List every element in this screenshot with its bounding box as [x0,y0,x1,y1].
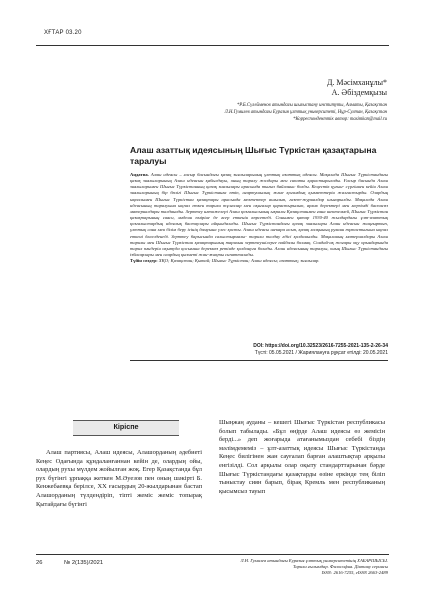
article-title: Алаш азаттық идеясының Шығыс Түркістан қазақтарына таралуы [130,145,377,166]
abstract-line: Зерттеу нәтижелері Алаш қозғалысының ықпалы Қазақстанмен ғана [185,208,327,214]
abstract-line: Шығыс Түркістандағы қазақ зиялылары Алаш идеясын жаңғыртып, [241,221,388,227]
header-divider [36,45,389,46]
body-column-left [36,449,202,509]
body-column-right [219,419,385,496]
abstract-line: мен олардың қызметі жан-жақты сипатталады. [154,252,254,258]
abstract-line: тарихи талдау әдісі қолданылды. Мақаланың материалдары Алаш [249,233,388,239]
affiliation: Л.Н.Гумилев атындағы Еуразия ұлттық университеті, Нұр-Султан, Қазақстан [224,110,387,115]
abstract-line: тарихы мен Шығыс Түркістан қазақтарының тарихын зерттеушілерге [130,239,279,245]
section-divider [130,360,388,361]
author-name: А. Әбіздемқызы [331,88,387,97]
abstract-line: ұлт-азаттық қозғалыстардың идеялық бастаулары айқындалады. [130,215,388,227]
keywords [130,258,388,264]
journal-issn: ISSN: 2616-7255, eISSN 2663-2489 [321,570,388,576]
abstract-line: де әсер еткенін көрсетеді. Сонымен қатар 1930-40 жылдардағы [213,215,361,221]
abstract-line: зиялылары арасында тығыз байланыс болды. Кеңестік қуғын- [218,184,346,190]
doi-link[interactable]: DOI: https://doi.org/10.32523/2616-7255-2021-135-2-26-34 [253,343,388,349]
abstract-line: Алаш идеясының таралуы, оның Шығыс Түркістандағы ізбасарлары [130,245,388,258]
abstract-line: өтіп, ағартушылық және қоғамдық қызметтерін жалғастырды. [229,190,371,196]
abstract-line: пәндерін оқытуда қосымша дереккөз ретінде қолдануға болады. [143,245,275,251]
affiliation-list [225,102,387,123]
abstract-line: таралуына ықпал еткен тарихи тұлғалар мен оқиғалар қарастырылып, [153,202,307,208]
publication-dates: Түсті: 05.05.2021 / Жариялануға рұқсат етілді: 20.05.2021 [254,350,388,356]
abstract-line: ұлттық сана мен білім беру ісінің дамуына үлес қосты. [130,227,244,233]
abstract-line: шектелмей, Шығыс Түркістан қазақтарының саяси, мәдени өміріне [130,208,388,221]
journal-info [241,558,389,577]
abstract-block [130,172,388,264]
author-list [327,78,387,98]
abstract-line: ашылып, газет-журналдар шығарылды. Мақалада Алаш идеясының [130,196,388,208]
author-name: Д. Мәсімханұлы* [326,78,387,87]
keywords-text: ХҚО; Қазақстан; Қытай; Шығыс Түркістан; Алаш идеясы; азаттық; зиялылар. [158,258,320,264]
affiliation: *Р.Б.Сүлейменов атындағы шығыстану институты, Алматы, Қазақстан [236,103,387,108]
keywords-label: Түйін сөздер: [130,258,158,264]
abstract-label: Аңдатпа. [130,172,149,177]
abstract-line: идеясын қабылдауы, оның таралу жолдары мен сипаты қарастырылады. [187,178,344,184]
article-code: ХҒТАР 03.20 [44,30,82,36]
footer-divider [36,554,389,555]
abstract-line: Ғасыр басында Алаш зиялыларымен Шығыс Түркістанның қазақ [130,178,388,190]
abstract-line: Алаш идеясы шекара асып, қазақ халқының рухани тұтастығына [243,227,377,233]
abstract-line: сүргіннен кейін Алаш зиялыларының бір бөлігі Шығыс Түркістанға [130,184,388,196]
abstract-line: Алаш идеясы – ғасыр басындағы қазақ зиялыларының ұлттық азаттық [150,172,303,177]
corresponding-author: *Корреспонденттік автор: masimkan@mail.ru [293,117,387,122]
body-paragraph: Шыңжаң ауданы – кешегі Шығыс Түркістан республикасы болып табылады. «Бұл өңірде Алаш идеясы өз жемісін берді...» деп жоғарыда атағанымыздан себебі біздің мәлімдемеміз – ұлт-азаттық идеясы Шығыс Түркістанда Кеңес билігінен жан сауғалап барған алаштықтар арқылы енгізілді. Сол арқылы олар оқыту стандарттарынан бәрде Шығыс Түркістандағы қазақтарды өзіне еркінде тең біліп тыныстау сиян барып, бірақ Кремль мен республиканың қысымсыз тауып [219,419,385,495]
section-heading: Кіріспе [113,422,139,431]
body-paragraph: Алаш партиясы, Алаш идеясы, Алашорданың әдебиеті Кеңес Одағында құндаланғаннан кейін де, олардың ойы, олардың рухы мүлдем жойылған жоқ. Егер Қазақстанда бұл рух бүгінгі ұрпаққа жеткен М.Әуезов пен оның шәкірті Б. Кенжебаевқа берілсе, ХХ ғасырдың 20-жылдарынан бастап Алашорданың түлдендіріп, тіпті жеміс жеміс топырақ Қытайдағы бүгінгі [36,449,202,508]
issue-number: № 2(135)/2021 [64,560,104,566]
journal-name: Л.Н. Гумилев атындағы Еуразия ұлттық университетінің ХАБАРШЫСЫ. [240,558,388,563]
abstract-line: архив деректері мен мерзімді баспасөз материалдары талданады. [130,202,389,214]
abstract-line: Олардың ықпалымен Шығыс Түркістан қазақтары арасында мектептер [130,190,388,202]
page-number: 26 [36,560,43,566]
journal-series: Тарихи ғылымдар. Философия. Дінтану сериясы [293,564,388,570]
abstract-line: ықпал еткені дәлелденеді. Зерттеу барысында салыстырмалы- [130,227,388,239]
abstract-line: пайдалы болмақ. Сондай-ақ жоғары оқу орындарында тарих [130,239,388,251]
abstract-line: идеясы. Мақалада Шығыс Түркістандағы қазақ зиялыларының Алаш [130,172,388,184]
abstract-text [130,172,388,258]
